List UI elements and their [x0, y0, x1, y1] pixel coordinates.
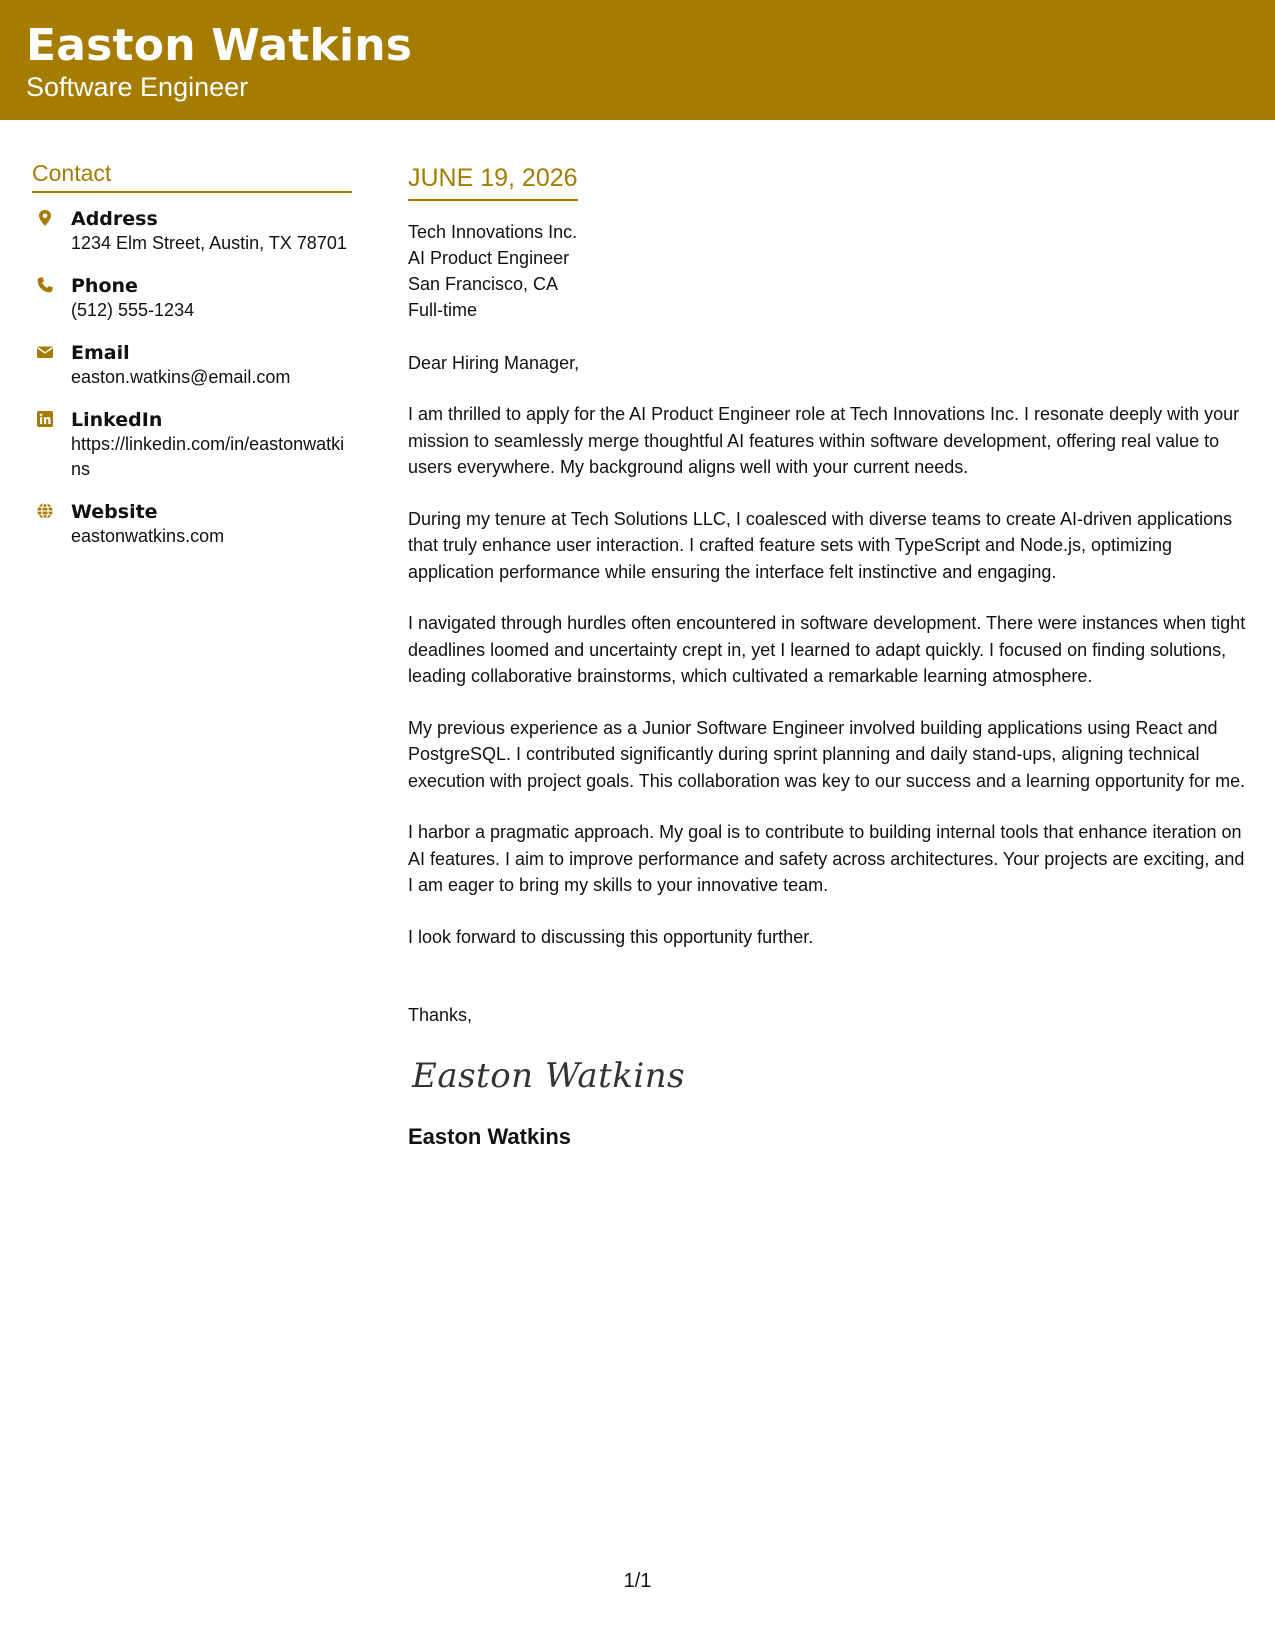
contact-value: (512) 555-1234	[71, 300, 195, 320]
recipient-company: Tech Innovations Inc.	[408, 222, 578, 242]
letter-body	[408, 164, 1248, 1150]
contact-item-address	[32, 207, 352, 256]
contact-label: Address	[71, 208, 158, 230]
contact-label: Phone	[71, 275, 138, 297]
contact-value[interactable]: https://linkedin.com/in/eastonwatkins	[71, 434, 345, 479]
contact-value[interactable]: eastonwatkins.com	[71, 526, 225, 546]
body-paragraph: I harbor a pragmatic approach. My goal is to contribute to building internal tools that enhance iteration on AI features. I aim to improve performance and safety across architectures. Your projects are exciting, and I am eager to bring my skills to your innovative team.	[408, 822, 1245, 895]
contact-section-title: Contact	[32, 160, 352, 193]
map-pin-icon	[36, 209, 54, 227]
recipient-location: San Francisco, CA	[408, 274, 559, 294]
contact-label: Email	[71, 342, 130, 364]
letter-date: JUNE 19, 2026	[408, 164, 578, 201]
contact-item-linkedin	[32, 408, 352, 482]
globe-icon	[36, 502, 54, 520]
body-paragraph: I am thrilled to apply for the AI Product Engineer role at Tech Innovations Inc. I resonate deeply with your mission to seamlessly merge thoughtful AI features within software development, offering real value to users everywhere. My background aligns well with your current needs.	[408, 404, 1240, 477]
contact-item-email	[32, 341, 352, 390]
recipient-position: AI Product Engineer	[408, 248, 570, 268]
candidate-name: Easton Watkins	[26, 20, 413, 71]
body-paragraph: During my tenure at Tech Solutions LLC, I coalesced with diverse teams to create AI-driven applications that truly enhance user interaction. I crafted feature sets with TypeScript and Node.js, optimizing application performance while ensuring the interface felt instinctive and engaging.	[408, 508, 1233, 582]
linkedin-icon	[36, 410, 54, 428]
recipient-block	[408, 219, 1248, 323]
body-paragraph: My previous experience as a Junior Software Engineer involved building applications using React and PostgreSQL. I contributed significantly during sprint planning and daily stand-ups, aligning technical execution with project goals. This collaboration was key to our success and a learning opportunity for me.	[408, 717, 1246, 791]
envelope-icon	[36, 343, 54, 361]
candidate-title: Software Engineer	[26, 72, 249, 102]
salutation: Dear Hiring Manager,	[408, 353, 580, 373]
handwritten-signature: Easton Watkins	[412, 1056, 686, 1096]
header-banner	[0, 0, 1275, 120]
closing: Thanks,	[408, 1005, 473, 1025]
page-number: 1/1	[623, 1570, 652, 1592]
contact-sidebar	[32, 160, 352, 567]
body-paragraph: I look forward to discussing this opportunity further.	[408, 926, 814, 947]
recipient-employment-type: Full-time	[408, 300, 478, 320]
phone-icon	[36, 276, 54, 294]
contact-value: 1234 Elm Street, Austin, TX 78701	[71, 233, 347, 253]
contact-label: LinkedIn	[71, 409, 163, 431]
contact-label: Website	[71, 501, 158, 523]
contact-item-website	[32, 500, 352, 549]
signer-name: Easton Watkins	[408, 1124, 571, 1149]
body-paragraph: I navigated through hurdles often encountered in software development. There were instances when tight deadlines loomed and uncertainty crept in, yet I learned to adapt quickly. I focused on finding solutions, leading collaborative brainstorms, which cultivated a remarkable learning atmosphere.	[408, 613, 1246, 686]
contact-item-phone	[32, 274, 352, 323]
contact-value: easton.watkins@email.com	[71, 367, 291, 387]
